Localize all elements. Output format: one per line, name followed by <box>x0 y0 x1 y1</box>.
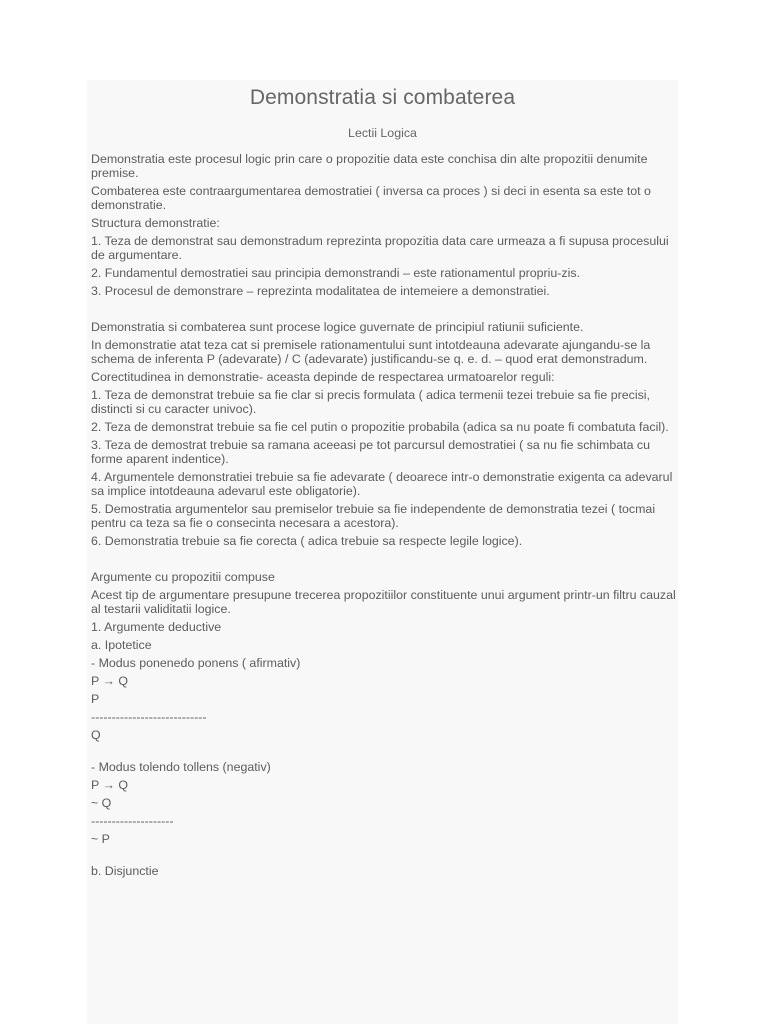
list-item: a. Ipotetice <box>91 638 152 652</box>
list-item: 3. Teza de demostrat trebuie sa ramana aceeasi pe tot parcursul demostratiei ( sa nu fie schimbata cu forme aparent indentice). <box>91 438 654 466</box>
spacer <box>91 302 676 320</box>
list-item: 4. Argumentele demonstratiei trebuie sa fie adevarate ( deoarece intr-o demonstratie exigenta ca adevarul sa implice intotdeauna adevarul este obligatorie). <box>91 470 676 498</box>
list-item: - Modus ponenedo ponens ( afirmativ) <box>91 656 301 670</box>
list-item: b. Disjunctie <box>91 864 159 878</box>
list-item: 1. Teza de demonstrat sau demonstradum reprezinta propozitia data care urmeaza a fi supusa procesului de argumentare. <box>91 234 673 262</box>
formula-line: P <box>91 692 100 706</box>
paragraph: Demonstratia este procesul logic prin care o propozitie data este conchisa din alte propozitii denumite premise. <box>91 152 651 180</box>
list-item: - Modus tolendo tollens (negativ) <box>91 760 271 774</box>
paragraph: In demonstratie atat teza cat si premisele rationamentului sunt intotdeauna adevarate ajungandu-se la schema de inferenta P (adevarate) / C (adevarate) justificandu-se q. e. d. – quod erat demonstradum. <box>91 338 654 366</box>
formula-line: ~ P <box>91 832 110 846</box>
section-compound-arguments <box>91 570 680 742</box>
list-item: 5. Demostratia argumentelor sau premiselor trebuie sa fie independente de demonstratia tezei ( tocmai pentru ca teza sa fie o consecinta necesara a acestora). <box>91 502 659 530</box>
formula-line: P → Q <box>91 674 128 688</box>
list-item: 1. Teza de demonstrat trebuie sa fie clar si precis formulata ( adica termenii tezei trebuie sa fie precisi, distincti si cu caracter univoc). <box>91 388 654 416</box>
formula-divider: ---------------------------- <box>91 710 207 724</box>
document-title: Demonstratia si combaterea <box>249 86 516 109</box>
list-item: 1. Argumente deductive <box>91 620 222 634</box>
list-item: 3. Procesul de demonstrare – reprezinta modalitatea de intemeiere a demonstratiei. <box>91 284 550 298</box>
paragraph: Acest tip de argumentare presupune trecerea propozitiilor constituente unui argument printr-un filtru cauzal al testarii validitatii logice. <box>91 588 680 616</box>
paragraph: Combaterea este contraargumentarea demostratiei ( inversa ca proces ) si deci in esenta sa este tot o demonstratie. <box>91 184 655 212</box>
document-subtitle: Lectii Logica <box>348 126 417 140</box>
paragraph: Structura demonstratie: <box>91 216 220 230</box>
paragraph: Corectitudinea in demonstratie- aceasta depinde de respectarea urmatoarelor reguli: <box>91 370 555 384</box>
spacer <box>91 552 676 570</box>
section-rules <box>91 320 676 548</box>
formula-line: Q <box>91 728 101 742</box>
document-body <box>91 152 680 882</box>
section-modus-tollens <box>91 760 676 846</box>
spacer <box>91 746 676 760</box>
spacer <box>91 850 676 864</box>
section-disjunction <box>91 864 676 878</box>
paragraph: Demonstratia si combaterea sunt procese logice guvernate de principiul ratiunii suficiente. <box>91 320 584 334</box>
formula-line: P → Q <box>91 778 128 792</box>
document-page <box>87 80 678 1024</box>
formula-divider: -------------------- <box>91 814 174 828</box>
section-definitions <box>91 152 676 298</box>
list-item: 2. Fundamentul demostratiei sau principia demonstrandi – este rationamentul propriu-zis. <box>91 266 580 280</box>
list-item: 6. Demonstratia trebuie sa fie corecta ( adica trebuie sa respecte legile logice). <box>91 534 523 548</box>
section-heading: Argumente cu propozitii compuse <box>91 570 275 584</box>
list-item: 2. Teza de demonstrat trebuie sa fie cel putin o propozitie probabila (adica sa nu poate fi combatuta facil). <box>91 420 669 434</box>
formula-line: ~ Q <box>91 796 112 810</box>
